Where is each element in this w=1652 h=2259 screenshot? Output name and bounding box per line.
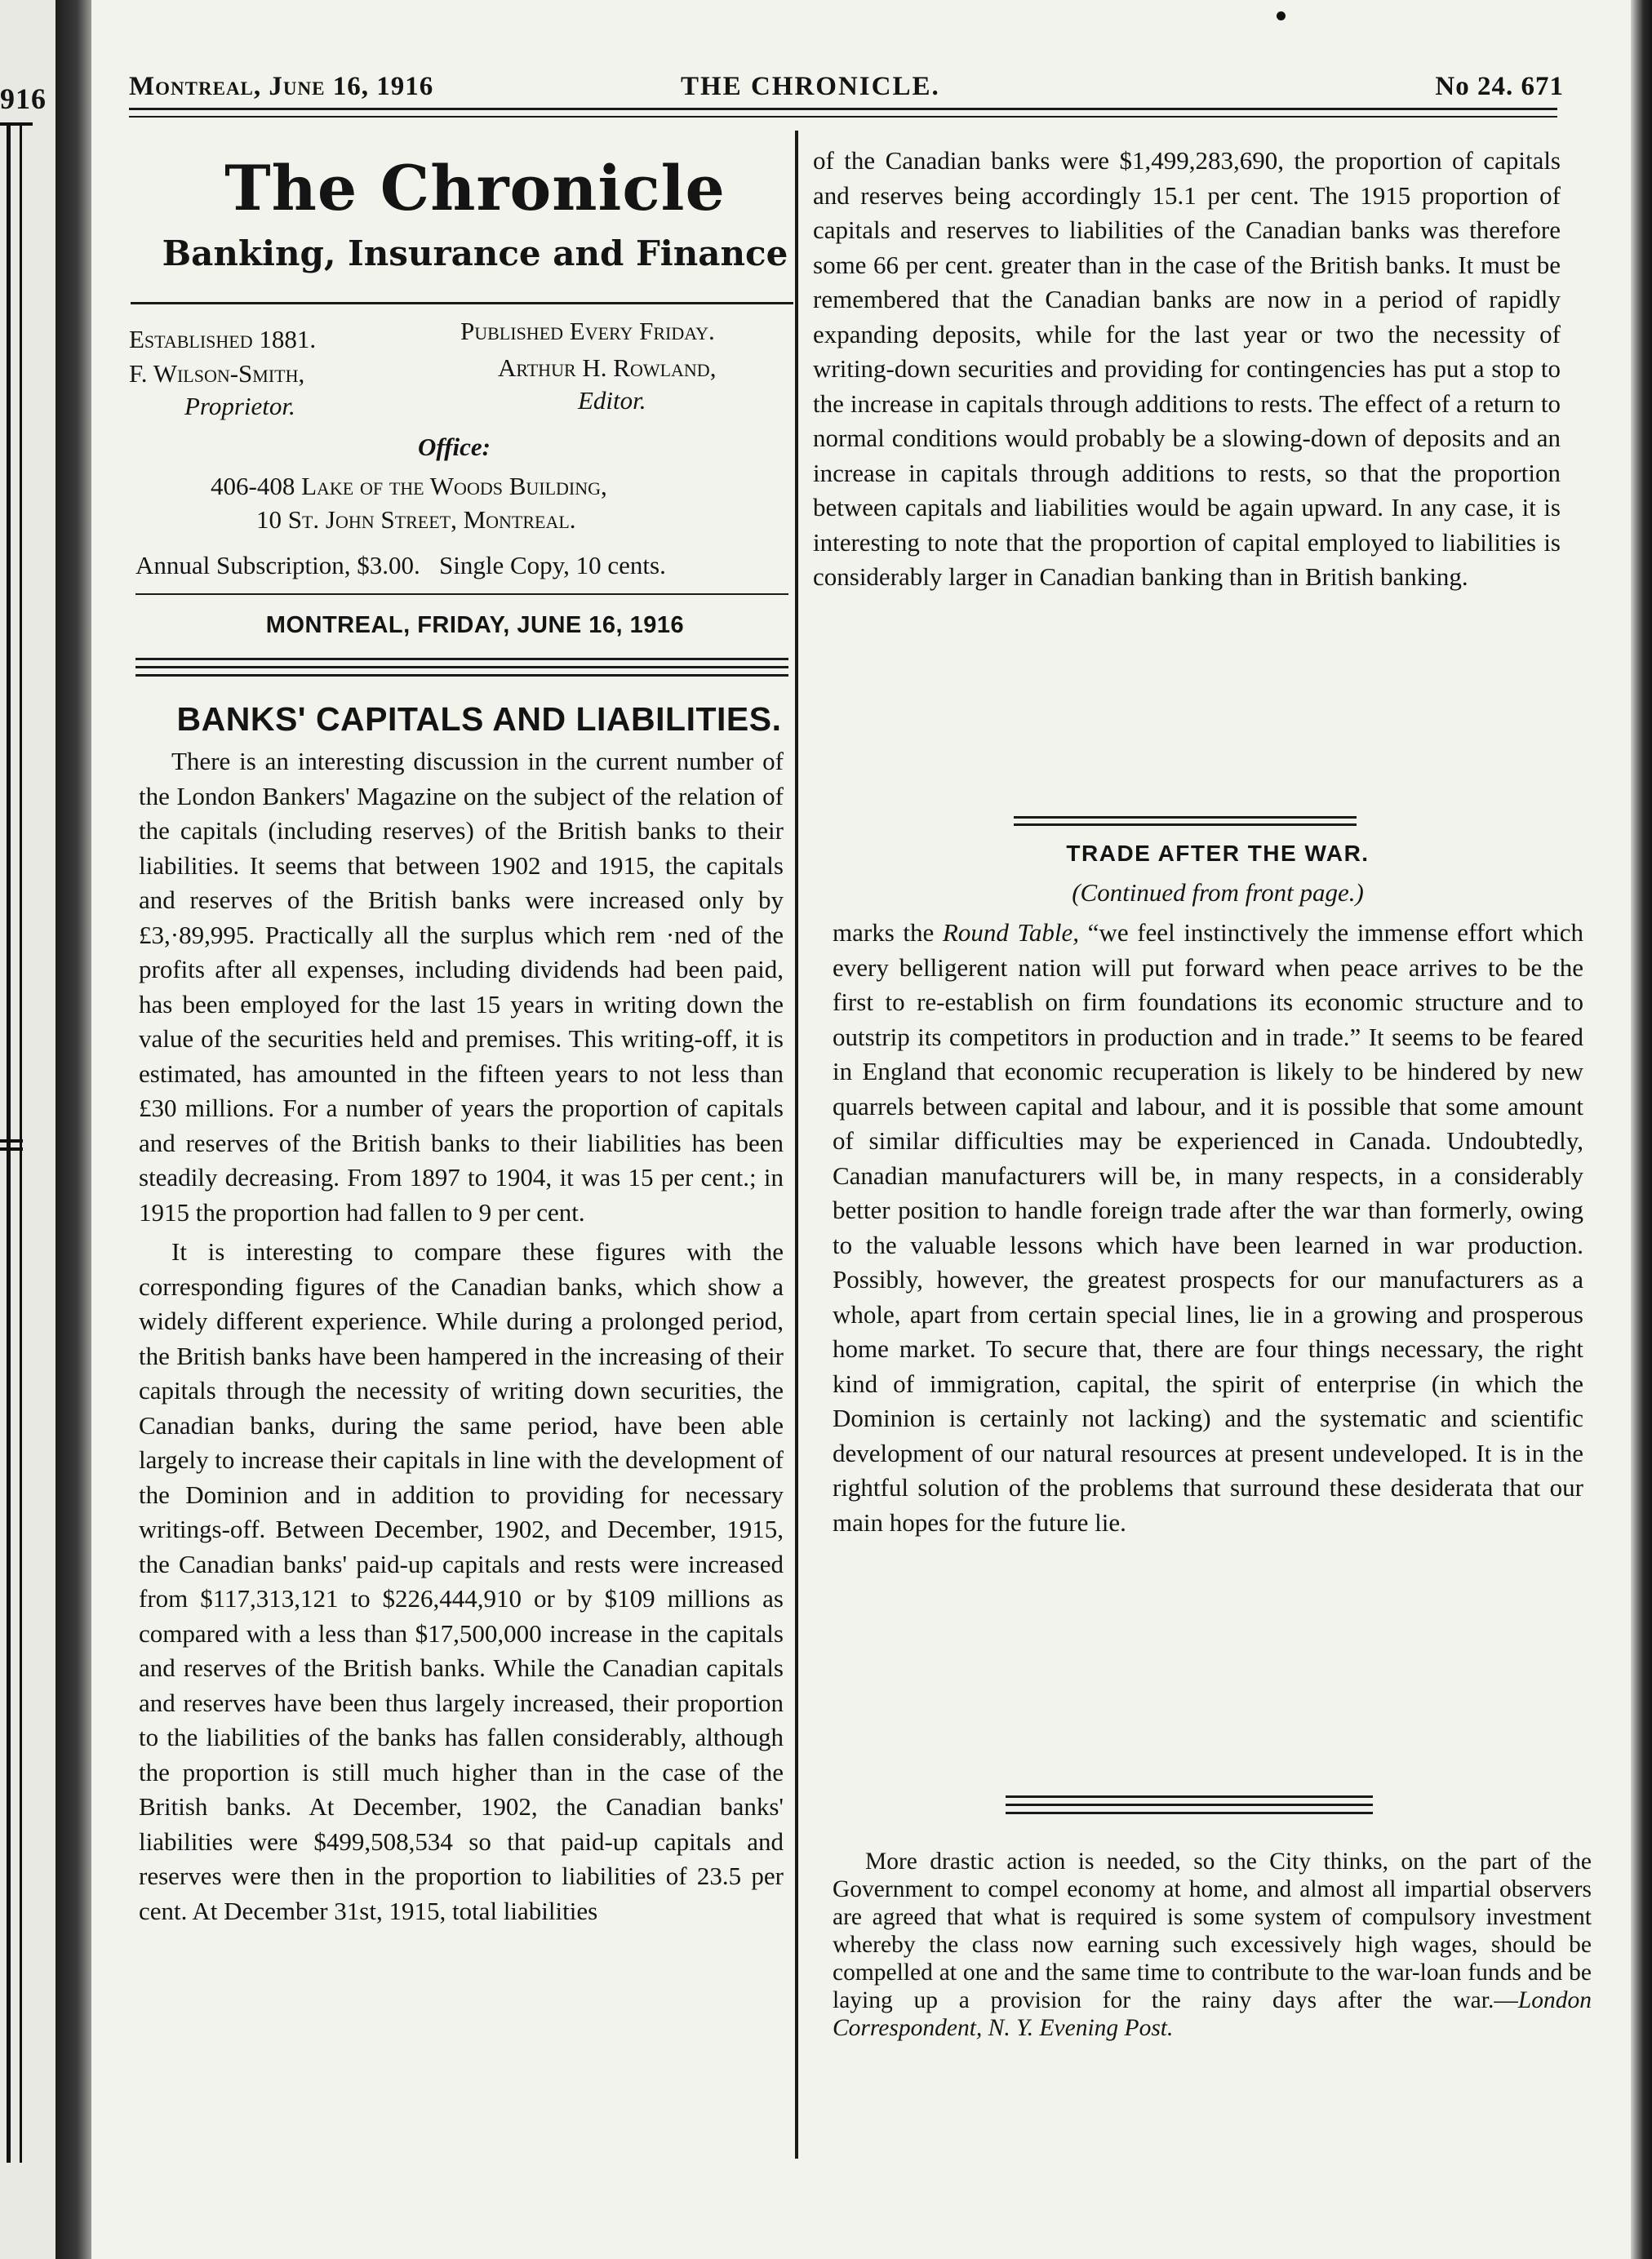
article-paragraph: It is interesting to compare these figures with the corresponding figures of the Canadian banks, which show a widely different experience. While during a prolonged period, the British banks have been hampered in the increasing of their capitals through the necessity of writing down securities, the Canadian banks, during the same period, have been able largely to increase their capitals in line with the development of the Dominion and in addition to providing for necessary writings-off. Between December, 1902, and December, 1915, the Canadian banks' paid-up capitals and rests were increased from $117,313,121 to $226,444,910 or by $109 millions as compared with a less than $17,500,000 increase in the capitals and reserves of the British banks. While the Canadian capitals and reserves have been thus largely increased, their proportion to the liabilities of the banks has fallen considerably, although the proportion is still much higher than in the case of the British banks. At December, 1902, the Canadian banks' liabilities were $499,508,534 so that paid-up capitals and reserves were then in the proportion to liabilities of 23.5 per cent. At December 31st, 1915, total liabilities bbox=[139, 1237, 784, 1925]
page-edge-right bbox=[1631, 0, 1652, 2259]
border-rule bbox=[20, 122, 22, 2163]
section-rule bbox=[1006, 1795, 1373, 1798]
note-source: London Correspondent, N. Y. Evening Post. bbox=[833, 1987, 1592, 2041]
masthead-rule bbox=[131, 302, 793, 304]
running-head-title: THE CHRONICLE. bbox=[681, 72, 940, 101]
binding-gutter bbox=[56, 0, 91, 2259]
masthead-title: The Chronicle bbox=[224, 152, 726, 224]
double-rule bbox=[135, 666, 788, 668]
rule bbox=[0, 1147, 23, 1151]
subscription-line: Annual Subscription, $3.00. Single Copy, 10 cents. bbox=[135, 551, 666, 579]
note-text: More drastic action is needed, so the City thinks, on the part of the Government to compel economy at home, and almost all impartial observers are agreed that what is required is some system of compulsory investment whereby the class now earning such excessively high wages, should be compelled at one and the same time to contribute to the war-loan funds and be laying up a provision for the rainy days after the war.— bbox=[833, 1848, 1592, 2013]
column-rule bbox=[795, 131, 798, 2159]
dateline: MONTREAL, FRIDAY, JUNE 16, 1916 bbox=[265, 612, 685, 638]
newspaper-page bbox=[91, 0, 1631, 2259]
trade-column bbox=[833, 916, 1583, 1540]
article-headline: BANKS' CAPITALS AND LIABILITIES. bbox=[176, 700, 782, 738]
article-paragraph: of the Canadian banks were $1,499,283,690, the proportion of capitals and reserves being accordingly 15.1 per cent. The 1915 proportion of capitals and reserves to liabilities of the Canadian banks was therefore some 66 per cent. greater than in the case of the British banks. It must be remembered that the Canadian banks are now in a period of rapidly expanding deposits, while for the last year or two the necessity of writing-down securities and providing for contingencies has put a stop to the increase in capitals through additions to rests. The effect of a return to normal conditions would probably be a slowing-down of deposits and an increase in capitals through additions to rests, so that the proportion between capitals and liabilities would be again upward. In any case, it is interesting to note that the proportion of capital employed to liabilities is considerably larger in Canadian banking than in British banking. bbox=[813, 146, 1561, 591]
border-rule bbox=[0, 122, 33, 126]
border-rule bbox=[7, 122, 11, 2163]
trade-text-rest: “we feel instinctively the immense effort which every belligerent nation will put forward when peace arrives to be the first to re-establish on firm foundations its economic structure and to outstrip its competitors in production and in trade.” It seems to be feared in England that economic recuperation is likely to be hindered by new quarrels between capital and labour, and it is possible that some amount of similar difficulties may be experienced in Canada. Undoubtedly, Canadian manufacturers will be, in many respects, in a considerably better position to handle foreign trade after the war than formerly, owing to the valuable lessons which have been learned in war production. Possibly, however, the greatest prospects for our manufacturers as a whole, apart from certain special lines, lie in a growing and prosperous home market. To secure that, there are four things necessary, the right kind of immigration, capital, the spirit of enterprise (in which the Dominion is certainly not lacking) and the systematic and scientific development of our natural resources at present undeveloped. It is in the rightful solution of the problems that surround these desiderata that our main hopes for the future lie. bbox=[833, 918, 1583, 1537]
proprietor-title: Proprietor. bbox=[184, 392, 295, 420]
article-paragraph: There is an interesting discussion in the current number of the London Bankers' Magazine on the subject of the relation of the capitals (including reserves) of the British banks to their liabilities. It seems that between 1902 and 1915, the capitals and reserves of the British banks were increased only by £3,·89,995. Practically all the surplus which rem ·ned of the profits after all expenses, including dividends had been paid, has been employed for the last 15 years in writing down the value of the securities held and premises. This writing-off, it is estimated, has amounted in the fifteen years to not less than £30 millions. For a number of years the proportion of capitals and reserves of the British banks to their liabilities has been steadily decreasing. From 1897 to 1904, it was 15 per cent.; in 1915 the proportion had fallen to 9 per cent. bbox=[139, 747, 784, 1227]
section-title: TRADE AFTER THE WAR. bbox=[1066, 841, 1370, 866]
previous-page-edge bbox=[0, 0, 56, 2259]
note-column bbox=[833, 1848, 1592, 2042]
article-column-right bbox=[813, 144, 1561, 595]
article-column-left bbox=[139, 744, 784, 1928]
header-rule bbox=[129, 108, 1557, 110]
section-subtitle: (Continued from front page.) bbox=[1072, 878, 1364, 907]
section-rule bbox=[1006, 1812, 1373, 1814]
header-rule bbox=[129, 116, 1557, 118]
masthead-subtitle: Banking, Insurance and Finance bbox=[162, 233, 788, 273]
previous-page-number: 916 bbox=[0, 82, 47, 115]
section-rule bbox=[1006, 1804, 1373, 1806]
editor-title: Editor. bbox=[578, 386, 646, 415]
published-line: Published Every Friday. bbox=[460, 317, 715, 345]
proprietor-name: F. Wilson-Smith, bbox=[129, 359, 305, 388]
running-head-date: Montreal, June 16, 1916 bbox=[129, 72, 434, 101]
rule bbox=[0, 1139, 23, 1143]
trade-paragraph bbox=[833, 916, 1583, 1540]
rule bbox=[135, 593, 788, 595]
editor-name: Arthur H. Rowland, bbox=[498, 353, 717, 382]
double-rule bbox=[135, 658, 788, 660]
section-rule bbox=[1014, 816, 1357, 819]
ink-spot bbox=[1277, 11, 1286, 20]
running-head-page-number: No 24. 671 bbox=[1435, 72, 1564, 101]
established-line: Established 1881. bbox=[129, 325, 317, 353]
round-table-title: Round Table, bbox=[942, 918, 1080, 947]
double-rule bbox=[135, 674, 788, 677]
section-rule bbox=[1014, 823, 1357, 826]
address-line-1: 406-408 Lake of the Woods Building, bbox=[211, 472, 607, 500]
address-line-2: 10 St. John Street, Montreal. bbox=[256, 505, 576, 534]
note-paragraph bbox=[833, 1848, 1592, 2042]
trade-text-start: marks the bbox=[833, 918, 943, 947]
office-label: Office: bbox=[418, 433, 491, 461]
